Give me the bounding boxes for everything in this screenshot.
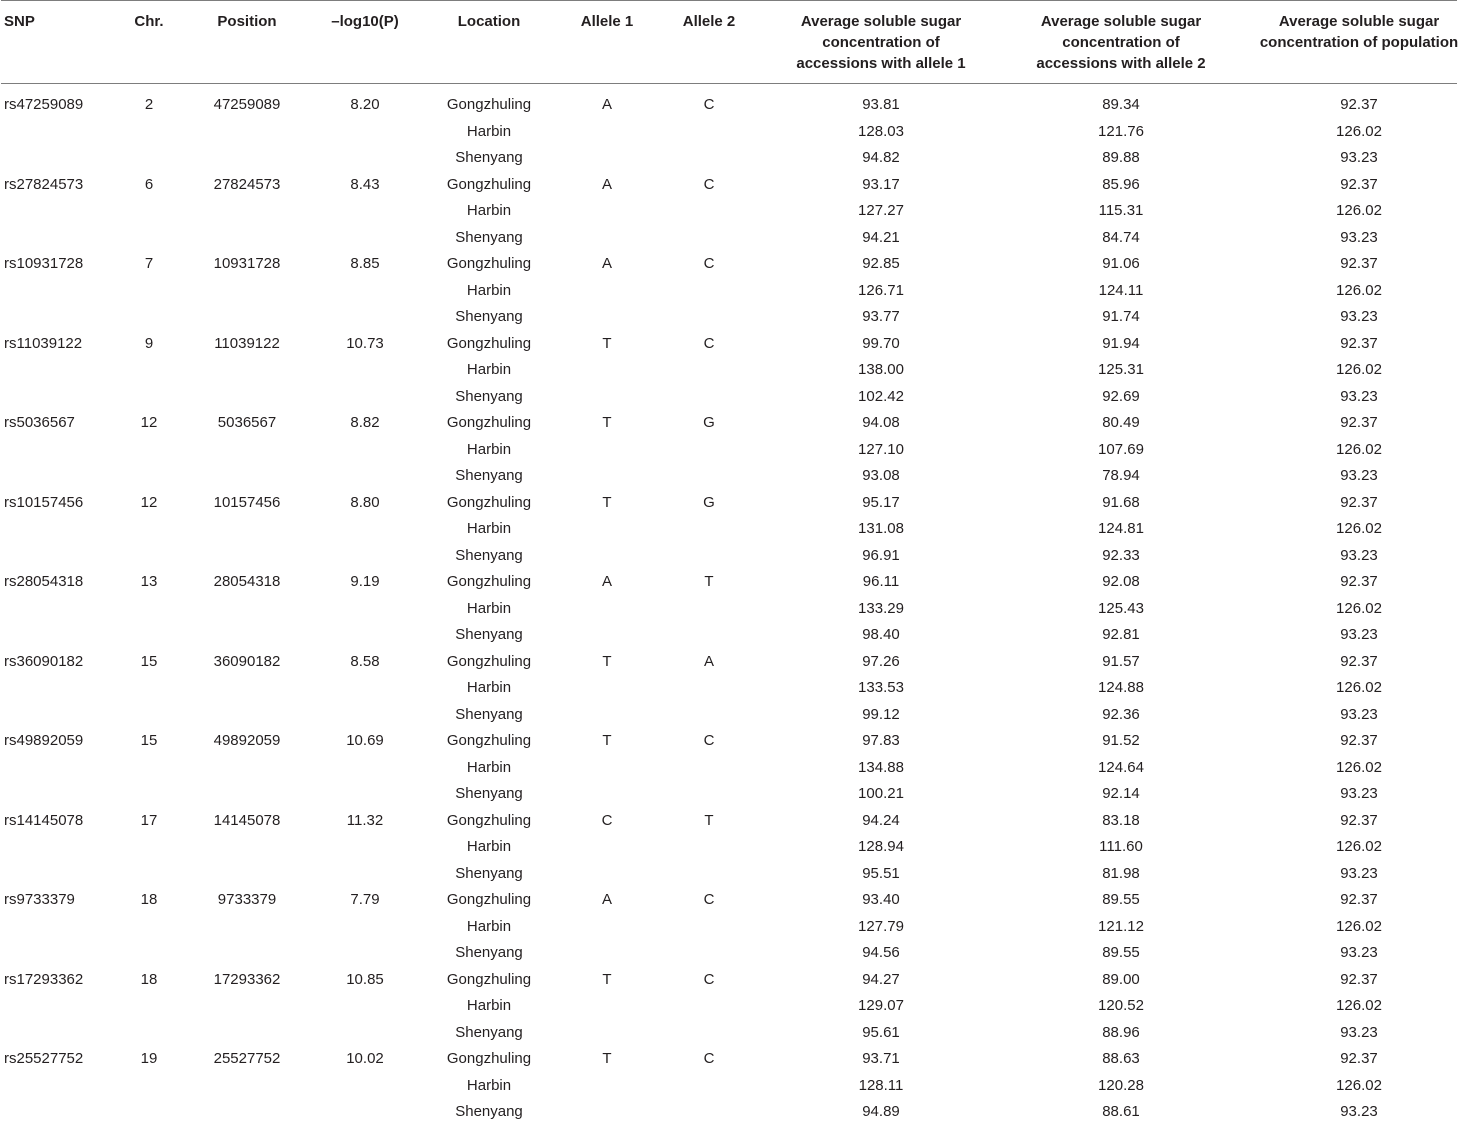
table-body [1, 84, 1457, 1126]
table-row [1, 993, 1457, 1020]
avg-allele1-cell: 95.61 [862, 1023, 900, 1041]
log10p-cell: 11.32 [346, 811, 384, 829]
position-cell: 36090182 [213, 652, 281, 670]
location-cell: Shenyang [455, 944, 523, 961]
location-cell: Harbin [466, 599, 512, 617]
avg-population-cell: 126.02 [1336, 440, 1382, 458]
log10p-cell: 8.58 [350, 652, 380, 670]
avg-allele1-cell: 102.42 [858, 387, 904, 405]
avg-allele2-cell: 89.00 [1102, 970, 1140, 988]
avg-allele1-cell: 100.21 [858, 785, 904, 802]
avg-allele1-cell: 94.21 [862, 228, 900, 246]
location-cell: Gongzhuling [446, 970, 532, 988]
avg-population-cell: 92.37 [1340, 96, 1378, 113]
allele2-cell: C [703, 891, 715, 908]
location-cell: Shenyang [455, 705, 523, 723]
allele2-cell: C [703, 1050, 715, 1067]
avg-allele1-cell: 93.40 [862, 891, 900, 908]
allele1-cell: T [602, 493, 612, 511]
avg-allele2-cell: 121.76 [1098, 122, 1144, 140]
avg-allele2-cell: 120.52 [1098, 997, 1144, 1014]
location-cell: Harbin [466, 440, 512, 458]
log10p-cell: 7.79 [350, 891, 380, 908]
avg-population-cell: 92.37 [1340, 970, 1378, 988]
location-cell: Shenyang [455, 785, 523, 802]
location-cell: Shenyang [455, 387, 523, 405]
avg-allele2-cell: 91.57 [1102, 652, 1140, 670]
table-row [1, 198, 1457, 225]
avg-population-cell: 93.23 [1340, 1023, 1378, 1041]
snp-cell: rs9733379 [4, 891, 75, 908]
chr-cell: 9 [144, 334, 154, 352]
position-cell: 49892059 [213, 732, 281, 749]
position-cell: 10157456 [213, 493, 281, 511]
location-cell: Harbin [466, 838, 512, 855]
location-cell: Shenyang [455, 1023, 523, 1041]
table-row [1, 490, 1457, 517]
avg-allele2-cell: 80.49 [1102, 414, 1140, 431]
avg-allele1-cell: 99.70 [862, 334, 900, 352]
table-row [1, 1020, 1457, 1047]
location-cell: Gongzhuling [446, 891, 532, 908]
avg-allele1-cell: 128.94 [858, 838, 904, 855]
avg-allele1-cell: 128.03 [858, 122, 904, 140]
avg-allele2-cell: 125.43 [1098, 599, 1144, 617]
location-cell: Harbin [466, 758, 512, 776]
avg-population-cell: 126.02 [1336, 202, 1382, 219]
snp-cell: rs5036567 [4, 414, 75, 431]
location-cell: Gongzhuling [446, 255, 532, 272]
avg-population-cell: 126.02 [1336, 1076, 1382, 1094]
position-cell: 17293362 [213, 970, 281, 988]
table-row [1, 675, 1457, 702]
avg-population-cell: 92.37 [1340, 175, 1378, 193]
avg-allele1-cell: 94.82 [862, 149, 900, 166]
log10p-cell: 8.82 [350, 414, 380, 431]
snp-cell: rs14145078 [4, 811, 84, 829]
avg-population-cell: 93.23 [1340, 387, 1378, 405]
avg-population-cell: 93.23 [1340, 944, 1378, 961]
avg-allele1-cell: 127.10 [858, 440, 904, 458]
avg-population-cell: 92.37 [1340, 732, 1378, 749]
snp-cell: rs27824573 [4, 175, 84, 193]
location-cell: Harbin [466, 679, 512, 696]
avg-population-cell: 92.37 [1340, 573, 1378, 590]
position-cell: 11039122 [214, 334, 280, 352]
snp-cell: rs25527752 [4, 1050, 84, 1067]
chr-cell: 19 [140, 1050, 158, 1067]
header-location: Location [457, 13, 521, 30]
avg-allele2-cell: 121.12 [1098, 917, 1144, 935]
header-allele1: Allele 1 [580, 13, 634, 30]
avg-allele1-cell: 93.08 [862, 467, 900, 484]
avg-population-cell: 93.23 [1340, 626, 1378, 643]
avg-population-cell: 126.02 [1336, 361, 1382, 378]
avg-allele2-cell: 124.88 [1098, 679, 1144, 696]
avg-allele1-cell: 94.08 [862, 414, 900, 431]
snp-cell: rs49892059 [4, 732, 84, 749]
avg-allele1-cell: 97.83 [862, 732, 900, 749]
avg-population-cell: 126.02 [1336, 122, 1382, 140]
chr-cell: 13 [140, 573, 158, 590]
header-chr: Chr. [134, 13, 164, 30]
avg-population-cell: 126.02 [1336, 917, 1382, 935]
location-cell: Shenyang [455, 864, 523, 882]
avg-allele2-cell: 120.28 [1098, 1076, 1144, 1094]
location-cell: Harbin [466, 361, 512, 378]
table-row [1, 543, 1457, 570]
table-row [1, 384, 1457, 411]
allele2-cell: C [703, 255, 715, 272]
snp-cell: rs36090182 [4, 652, 84, 670]
avg-population-cell: 92.37 [1340, 493, 1378, 511]
log10p-cell: 10.69 [346, 732, 384, 749]
allele2-cell: C [703, 334, 715, 352]
avg-population-cell: 92.37 [1340, 255, 1378, 272]
location-cell: Gongzhuling [446, 652, 532, 670]
avg-allele1-cell: 98.40 [862, 626, 900, 643]
chr-cell: 6 [144, 175, 154, 193]
avg-allele1-cell: 126.71 [858, 281, 904, 299]
avg-allele1-cell: 93.17 [862, 175, 900, 193]
location-cell: Gongzhuling [446, 493, 532, 511]
table-row [1, 861, 1457, 888]
allele1-cell: T [602, 414, 612, 431]
location-cell: Shenyang [455, 467, 523, 484]
position-cell: 14145078 [213, 811, 281, 829]
allele1-cell: T [602, 970, 612, 988]
avg-population-cell: 93.23 [1340, 467, 1378, 484]
position-cell: 10931728 [213, 255, 281, 272]
avg-allele1-cell: 95.17 [862, 493, 900, 511]
position-cell: 28054318 [213, 573, 281, 590]
location-cell: Gongzhuling [446, 175, 532, 193]
location-cell: Gongzhuling [446, 573, 532, 590]
allele1-cell: T [602, 732, 612, 749]
avg-allele2-cell: 88.63 [1102, 1050, 1140, 1067]
avg-allele1-cell: 128.11 [858, 1076, 904, 1094]
location-cell: Shenyang [455, 228, 523, 246]
location-cell: Gongzhuling [446, 811, 532, 829]
avg-population-cell: 92.37 [1340, 811, 1378, 829]
table-row [1, 622, 1457, 649]
avg-population-cell: 93.23 [1340, 705, 1378, 723]
avg-population-cell: 93.23 [1340, 308, 1378, 325]
avg-allele2-cell: 91.94 [1102, 334, 1140, 352]
avg-allele1-cell: 94.24 [862, 811, 900, 829]
avg-allele2-cell: 85.96 [1102, 175, 1140, 193]
table-header [1, 0, 1457, 84]
allele1-cell: T [602, 1050, 612, 1067]
avg-allele1-cell: 133.29 [858, 599, 904, 617]
avg-allele2-cell: 124.81 [1098, 520, 1144, 537]
allele1-cell: A [601, 891, 612, 908]
allele1-cell: T [602, 334, 612, 352]
location-cell: Harbin [466, 1076, 512, 1094]
avg-allele2-cell: 124.64 [1098, 758, 1144, 776]
avg-population-cell: 126.02 [1336, 679, 1382, 696]
avg-allele2-cell: 84.74 [1102, 228, 1140, 246]
header-avg-population: Average soluble sugar concentration of population [1259, 13, 1458, 51]
table-row [1, 463, 1457, 490]
allele2-cell: C [703, 96, 715, 113]
avg-allele2-cell: 92.14 [1102, 785, 1140, 802]
table-row [1, 1073, 1457, 1100]
avg-allele2-cell: 89.55 [1102, 944, 1140, 961]
header-snp: SNP [4, 13, 35, 30]
avg-population-cell: 93.23 [1340, 1103, 1378, 1120]
avg-population-cell: 93.23 [1340, 785, 1378, 802]
table-row [1, 437, 1457, 464]
snp-table [1, 0, 1457, 1126]
avg-allele1-cell: 93.71 [862, 1050, 900, 1067]
avg-allele2-cell: 91.06 [1102, 255, 1140, 272]
chr-cell: 12 [140, 414, 158, 431]
allele2-cell: T [704, 573, 714, 590]
allele2-cell: A [703, 652, 714, 670]
avg-population-cell: 92.37 [1340, 1050, 1378, 1067]
location-cell: Gongzhuling [446, 334, 532, 352]
avg-allele1-cell: 138.00 [858, 361, 904, 378]
snp-cell: rs10931728 [4, 255, 84, 272]
location-cell: Shenyang [455, 1103, 523, 1120]
location-cell: Shenyang [455, 626, 523, 643]
avg-allele2-cell: 111.60 [1099, 838, 1143, 855]
table-row [1, 1099, 1457, 1126]
table-row [1, 516, 1457, 543]
avg-allele1-cell: 93.77 [862, 308, 900, 325]
allele2-cell: C [703, 970, 715, 988]
table-row [1, 304, 1457, 331]
avg-population-cell: 93.23 [1340, 864, 1378, 882]
table-row [1, 649, 1457, 676]
avg-allele1-cell: 93.81 [862, 96, 900, 113]
avg-allele1-cell: 95.51 [862, 864, 900, 882]
header-log10p: –log10(P) [331, 13, 399, 30]
avg-population-cell: 92.37 [1340, 891, 1378, 908]
location-cell: Harbin [466, 917, 512, 935]
location-cell: Harbin [466, 202, 512, 219]
table-row [1, 92, 1457, 119]
avg-allele1-cell: 127.27 [858, 202, 904, 219]
avg-allele2-cell: 124.11 [1098, 281, 1144, 299]
position-cell: 47259089 [213, 96, 281, 113]
chr-cell: 15 [140, 732, 158, 749]
snp-cell: rs47259089 [4, 96, 84, 113]
location-cell: Gongzhuling [446, 1050, 532, 1067]
avg-allele2-cell: 81.98 [1102, 864, 1140, 882]
avg-allele2-cell: 78.94 [1102, 467, 1140, 484]
snp-cell: rs11039122 [4, 334, 83, 352]
avg-allele2-cell: 91.68 [1102, 493, 1140, 511]
allele2-cell: C [703, 732, 715, 749]
avg-population-cell: 92.37 [1340, 652, 1378, 670]
allele1-cell: C [601, 811, 613, 829]
location-cell: Shenyang [455, 546, 523, 564]
avg-allele2-cell: 91.52 [1102, 732, 1140, 749]
avg-allele1-cell: 94.89 [862, 1103, 900, 1120]
avg-allele2-cell: 115.31 [1098, 202, 1144, 219]
location-cell: Gongzhuling [446, 414, 532, 431]
position-cell: 5036567 [217, 414, 277, 431]
avg-allele1-cell: 94.27 [862, 970, 900, 988]
avg-population-cell: 126.02 [1336, 281, 1382, 299]
snp-cell: rs28054318 [4, 573, 84, 590]
location-cell: Harbin [466, 520, 512, 537]
table-row [1, 967, 1457, 994]
location-cell: Harbin [466, 122, 512, 140]
avg-allele1-cell: 127.79 [858, 917, 904, 935]
chr-cell: 12 [140, 493, 158, 511]
table-row [1, 728, 1457, 755]
chr-cell: 15 [140, 652, 158, 670]
avg-allele2-cell: 107.69 [1098, 440, 1144, 458]
log10p-cell: 8.20 [350, 96, 380, 113]
avg-allele2-cell: 92.81 [1102, 626, 1140, 643]
table-row [1, 251, 1457, 278]
table-row [1, 596, 1457, 623]
avg-allele2-cell: 92.69 [1102, 387, 1140, 405]
avg-allele1-cell: 94.56 [862, 944, 900, 961]
allele1-cell: A [601, 255, 612, 272]
table-row [1, 1046, 1457, 1073]
header-position: Position [217, 13, 277, 30]
log10p-cell: 10.02 [346, 1050, 384, 1067]
table-row [1, 569, 1457, 596]
avg-population-cell: 92.37 [1340, 334, 1378, 352]
avg-allele2-cell: 89.55 [1102, 891, 1140, 908]
table-row [1, 755, 1457, 782]
location-cell: Gongzhuling [446, 732, 532, 749]
log10p-cell: 10.73 [346, 334, 384, 352]
chr-cell: 18 [140, 970, 158, 988]
avg-allele2-cell: 92.08 [1102, 573, 1140, 590]
location-cell: Gongzhuling [446, 96, 532, 113]
chr-cell: 17 [140, 811, 158, 829]
table-row [1, 808, 1457, 835]
avg-population-cell: 126.02 [1336, 520, 1382, 537]
table-row [1, 331, 1457, 358]
table-row [1, 914, 1457, 941]
header-avg-allele1: Average soluble sugar concentration of accessions with allele 1 [796, 13, 966, 72]
avg-allele1-cell: 96.91 [862, 546, 900, 564]
avg-allele2-cell: 91.74 [1102, 308, 1140, 325]
avg-population-cell: 126.02 [1336, 997, 1382, 1014]
table-row [1, 172, 1457, 199]
table-row [1, 834, 1457, 861]
avg-population-cell: 92.37 [1340, 414, 1378, 431]
chr-cell: 18 [140, 891, 158, 908]
position-cell: 27824573 [213, 175, 281, 193]
location-cell: Harbin [466, 997, 512, 1014]
snp-cell: rs17293362 [4, 970, 84, 988]
allele1-cell: T [602, 652, 612, 670]
avg-population-cell: 93.23 [1340, 546, 1378, 564]
allele2-cell: G [703, 493, 715, 511]
location-cell: Shenyang [455, 308, 523, 325]
log10p-cell: 8.80 [350, 493, 380, 511]
table-row [1, 357, 1457, 384]
avg-allele2-cell: 92.36 [1102, 705, 1140, 723]
avg-allele2-cell: 89.88 [1102, 149, 1140, 166]
log10p-cell: 10.85 [346, 970, 384, 988]
chr-cell: 2 [144, 96, 154, 113]
table-row [1, 145, 1457, 172]
allele1-cell: A [601, 573, 612, 590]
avg-population-cell: 126.02 [1336, 838, 1382, 855]
table-row [1, 410, 1457, 437]
avg-allele2-cell: 92.33 [1102, 546, 1140, 564]
location-cell: Harbin [466, 281, 512, 299]
avg-allele2-cell: 89.34 [1102, 96, 1140, 113]
avg-allele1-cell: 99.12 [862, 705, 900, 723]
avg-population-cell: 126.02 [1336, 758, 1382, 776]
header-allele2: Allele 2 [682, 13, 736, 30]
log10p-cell: 8.43 [350, 175, 380, 193]
avg-allele1-cell: 129.07 [858, 997, 904, 1014]
log10p-cell: 9.19 [350, 573, 380, 590]
snp-cell: rs10157456 [4, 493, 84, 511]
avg-allele1-cell: 92.85 [862, 255, 900, 272]
avg-allele2-cell: 88.61 [1102, 1103, 1140, 1120]
avg-allele1-cell: 131.08 [858, 520, 904, 537]
avg-allele1-cell: 133.53 [858, 679, 904, 696]
table-row [1, 887, 1457, 914]
avg-allele1-cell: 96.11 [862, 573, 900, 590]
table-row [1, 225, 1457, 252]
table-row [1, 781, 1457, 808]
avg-allele2-cell: 125.31 [1098, 361, 1144, 378]
chr-cell: 7 [144, 255, 154, 272]
table-row [1, 940, 1457, 967]
location-cell: Shenyang [455, 149, 523, 166]
avg-allele1-cell: 97.26 [862, 652, 900, 670]
allele1-cell: A [601, 175, 612, 193]
table-row [1, 278, 1457, 305]
allele2-cell: C [703, 175, 715, 193]
allele2-cell: G [703, 414, 715, 431]
table-row [1, 119, 1457, 146]
avg-population-cell: 93.23 [1340, 228, 1378, 246]
avg-allele2-cell: 83.18 [1102, 811, 1140, 829]
avg-population-cell: 126.02 [1336, 599, 1382, 617]
log10p-cell: 8.85 [350, 255, 380, 272]
position-cell: 25527752 [213, 1050, 281, 1067]
table-row [1, 702, 1457, 729]
allele1-cell: A [601, 96, 612, 113]
avg-allele1-cell: 134.88 [858, 758, 904, 776]
allele2-cell: T [704, 811, 714, 829]
header-avg-allele2: Average soluble sugar concentration of accessions with allele 2 [1036, 13, 1206, 72]
avg-allele2-cell: 88.96 [1102, 1023, 1140, 1041]
position-cell: 9733379 [217, 891, 277, 908]
avg-population-cell: 93.23 [1340, 149, 1378, 166]
